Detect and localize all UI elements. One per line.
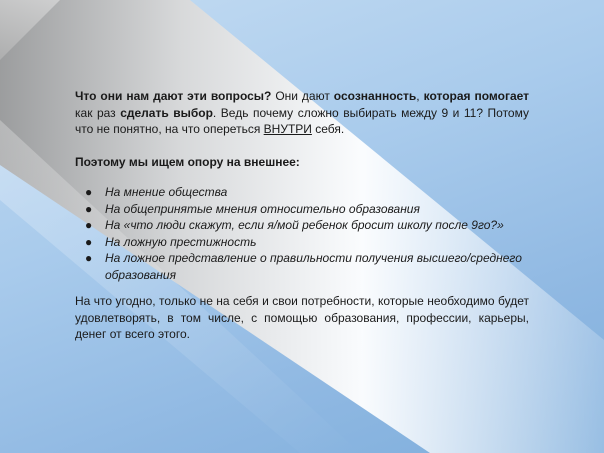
intro-bold-choice: сделать выбор bbox=[120, 105, 213, 120]
bullet-icon: ● bbox=[85, 234, 93, 249]
list-item-text: На «что люди скажут, если я/мой ребенок бросит школу после 9го?» bbox=[105, 218, 504, 232]
intro-bold-helps: которая помогает bbox=[423, 89, 530, 103]
intro-text-2: , bbox=[416, 89, 424, 103]
list-item bbox=[75, 250, 529, 283]
list-item-text: На ложное представление о правильности получения высшего/среднего образования bbox=[105, 251, 522, 282]
text-content bbox=[75, 88, 529, 343]
bullet-list bbox=[75, 184, 529, 283]
list-item bbox=[75, 184, 529, 201]
intro-text-1: Они дают bbox=[271, 89, 334, 103]
list-item bbox=[75, 234, 529, 251]
intro-question: Что они нам дают эти вопросы? bbox=[75, 89, 272, 103]
list-item bbox=[75, 217, 529, 234]
bullet-icon: ● bbox=[85, 201, 93, 216]
intro-text-4: . Ведь почему сложно выбирать между 9 и 11? Потому что не понятно, на что опереться bbox=[75, 105, 529, 136]
section-heading: Поэтому мы ищем опору на внешнее: bbox=[75, 154, 300, 169]
intro-text-5: себя. bbox=[311, 122, 345, 136]
list-item-text: На мнение общества bbox=[105, 185, 228, 199]
intro-bold-awareness: осознанность bbox=[333, 89, 417, 103]
list-item-text: На ложную престижность bbox=[105, 234, 257, 249]
bullet-icon: ● bbox=[85, 218, 93, 232]
list-item-text: На общепринятые мнения относительно образования bbox=[105, 201, 420, 216]
bullet-icon: ● bbox=[85, 185, 93, 199]
intro-underline-inside: ВНУТРИ bbox=[263, 122, 312, 136]
bullet-icon: ● bbox=[85, 251, 93, 265]
list-item bbox=[75, 201, 529, 218]
intro-text-3: как раз bbox=[75, 105, 121, 120]
closing-paragraph: На что угодно, только не на себя и свои потребности, которые необходимо будет удовлетворять, в том числе, с помощью образования, профессии, карьеры, денег от всего этого. bbox=[75, 294, 529, 341]
intro-paragraph bbox=[75, 88, 529, 138]
